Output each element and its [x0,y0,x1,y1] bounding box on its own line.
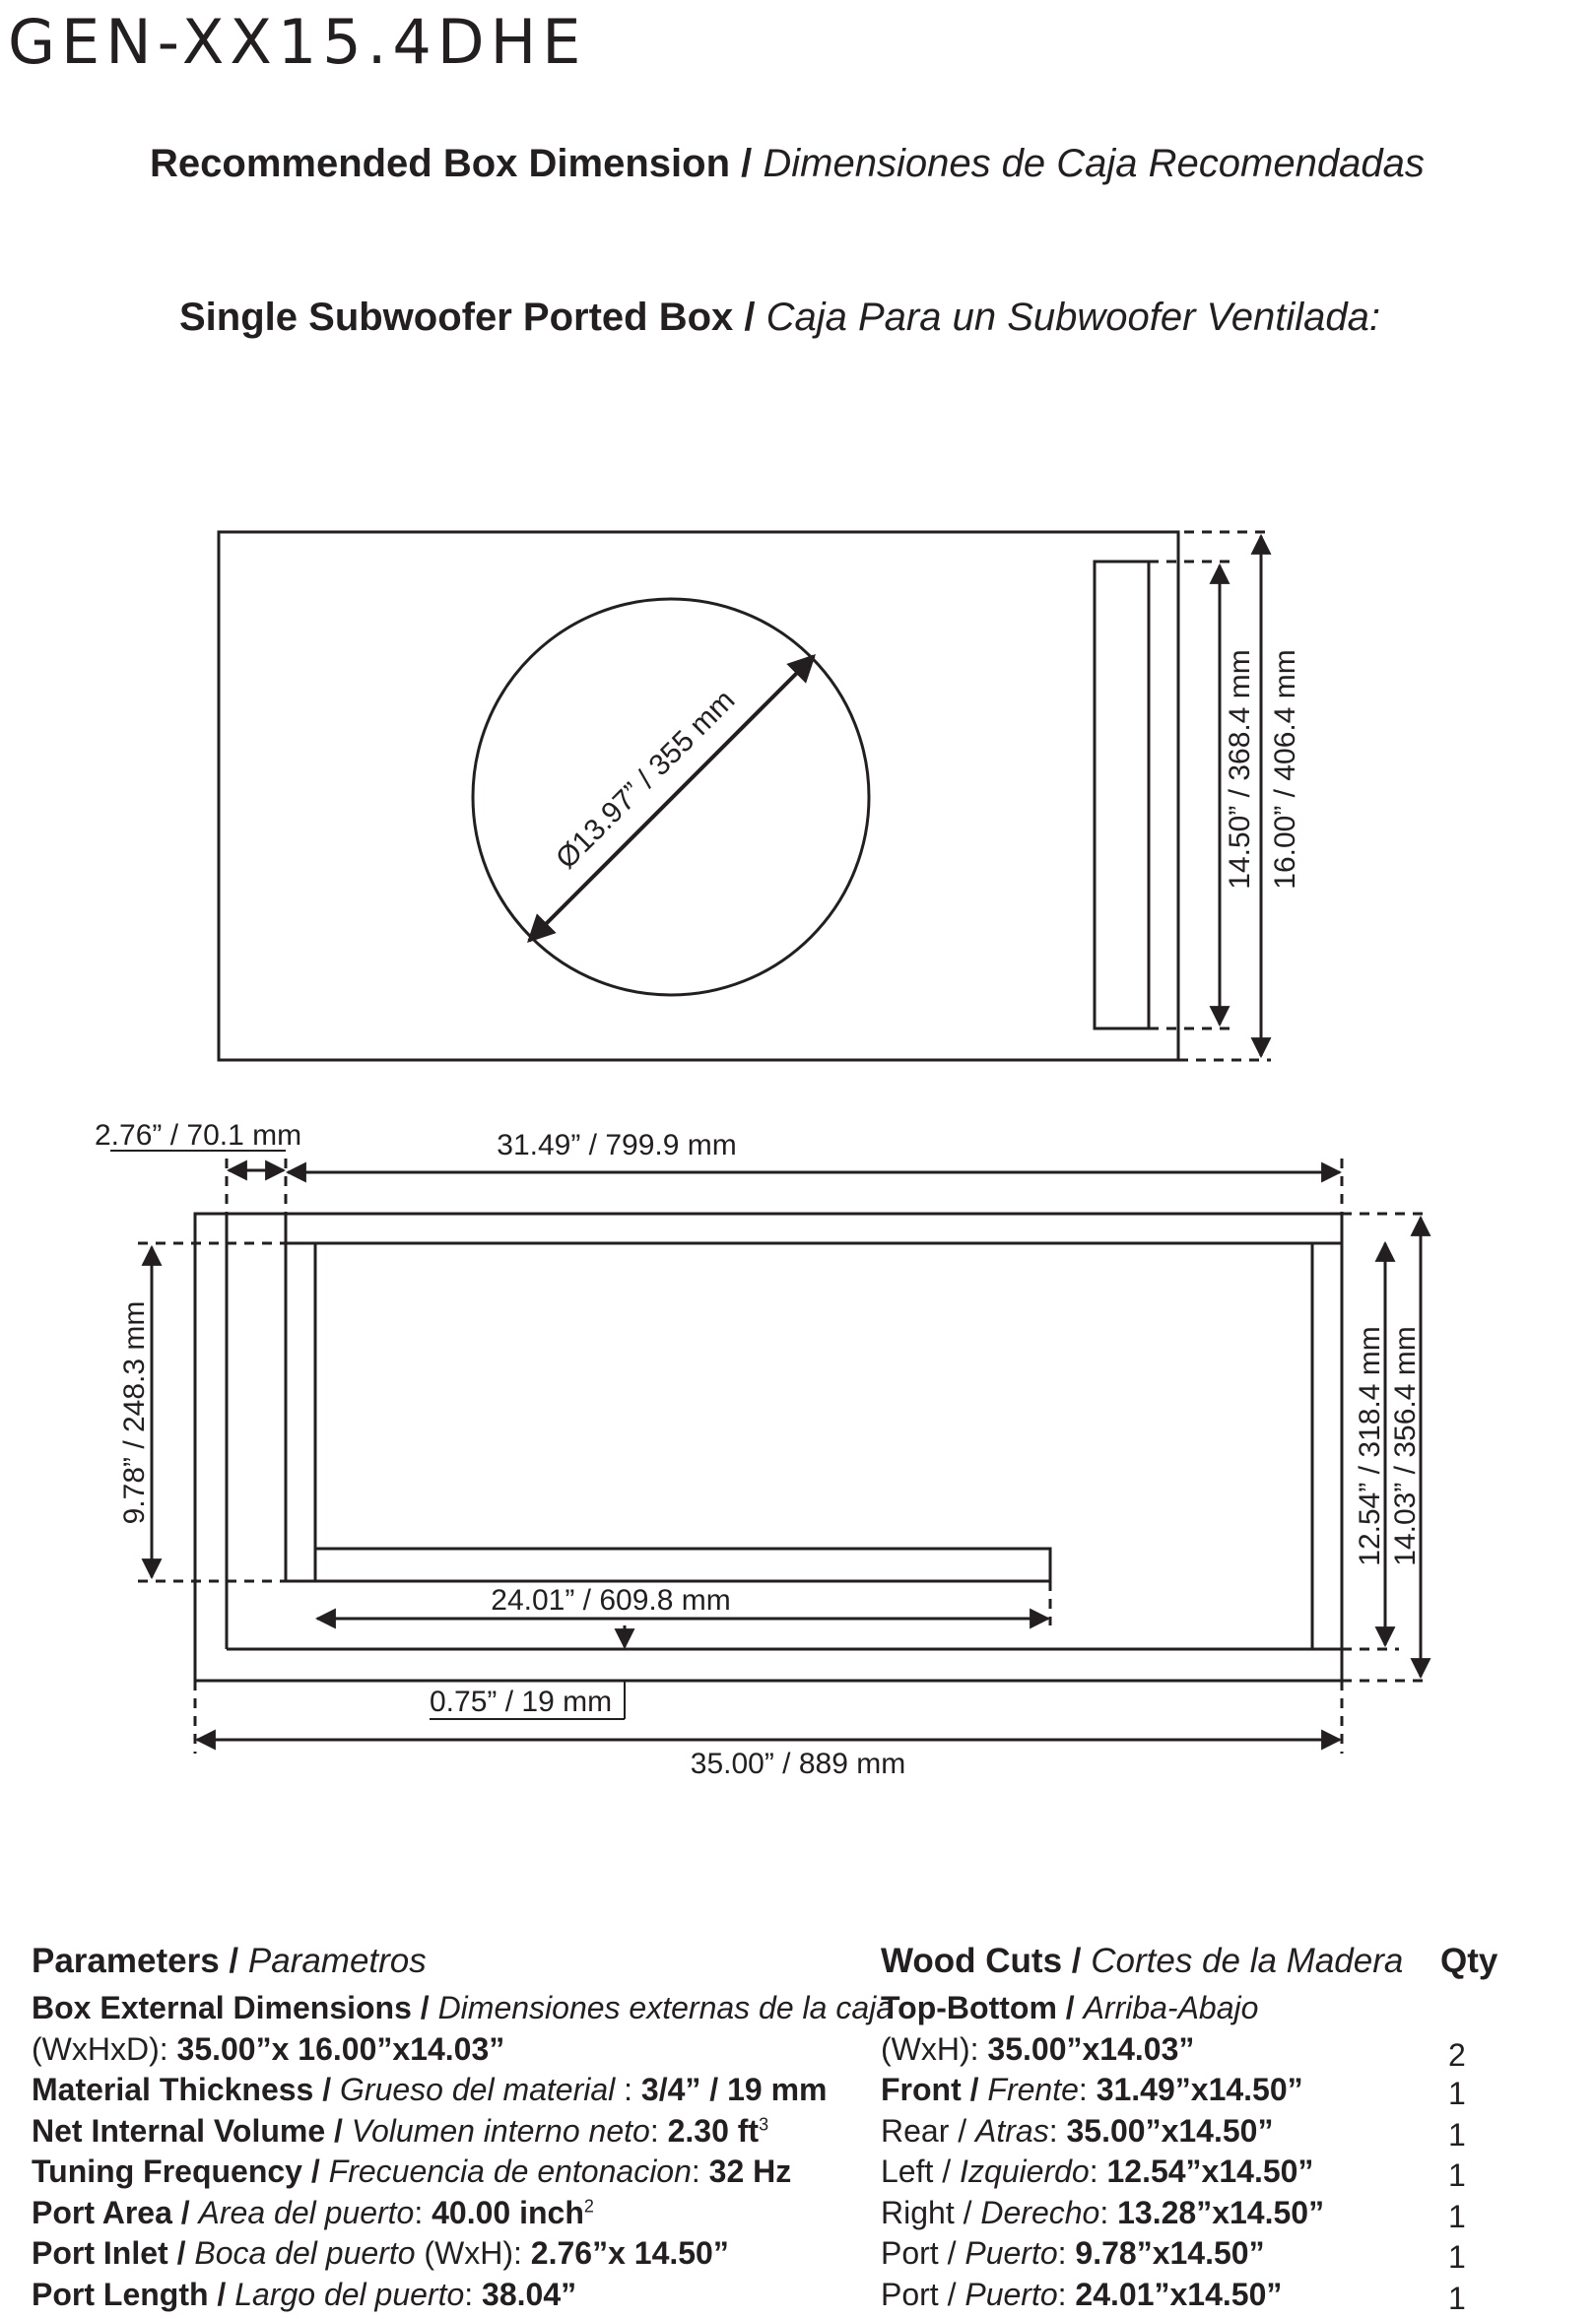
parameters-header-en: Parameters / [32,1942,238,1980]
parameters-header [32,1941,427,1982]
top-bottom-label [881,1988,1258,2029]
rear-cut-value: 35.00”x14.50” [1067,2113,1274,2149]
rear-cut-label-es: Atras [975,2113,1049,2149]
right-cut-value: 13.28”x14.50” [1117,2195,1324,2230]
table-row [32,2111,1499,2153]
tuning-label-en: Tuning Frequency / [32,2153,320,2189]
ext-dims-label [32,1988,894,2029]
top-bottom-label-es: Arriba-Abajo [1084,1990,1259,2025]
front-cut-row: Front / Frente: 31.49”x14.50” [881,2070,1303,2111]
left-cut-label-es: Izquierdo [960,2153,1090,2189]
port-width-label: 2.76” / 70.1 mm [95,1119,301,1152]
front-cut-label-en: Front / [881,2072,979,2107]
top-bottom-number: 35.00”x14.03” [987,2031,1194,2067]
port-length-label-en: Port Length / [32,2277,226,2312]
ext-dims-label-en: Box External Dimensions / [32,1990,430,2025]
port-cut-1-row: Port / Puerto: 9.78”x14.50” [881,2233,1265,2275]
port-depth-label: 9.78” / 248.3 mm [118,1301,151,1525]
port-cut-2-qty: 1 [1448,2279,1466,2319]
port-cut-1-label-en: Port / [881,2235,956,2271]
material-sep: : [615,2072,641,2107]
table-header-row [32,1941,1499,1988]
ext-dims-value [32,2029,504,2071]
port-area-value: 40.00 inch [432,2195,584,2230]
front-cut-qty: 1 [1448,2074,1466,2115]
left-cut-value: 12.54”x14.50” [1106,2153,1313,2189]
recommended-heading-en: Recommended Box Dimension / [150,142,752,185]
volume-row: Net Internal Volume / Volumen interno neto: 2.30 $ft^3$ [32,2111,768,2153]
rear-cut-qty: 1 [1448,2115,1466,2156]
table-row [32,1988,1499,2029]
front-cut-label-es: Frente [987,2072,1078,2107]
right-cut-row: Right / Derecho: 13.28”x14.50” [881,2193,1324,2234]
recommended-heading-es: Dimensiones de Caja Recomendadas [763,142,1424,185]
front-panel [219,532,1178,1060]
port-wall [286,1243,315,1581]
cutout-diameter-label: Ø13.97” / 355 mm [550,684,741,875]
port-cut-1-label-es: Puerto [964,2235,1057,2271]
port-divider [315,1549,1050,1581]
port-length-label-es: Largo del puerto [234,2277,464,2312]
total-depth-label: 14.03” / 356.4 mm [1389,1326,1422,1565]
model-title: GEN-XX15.4DHE [8,12,586,73]
box-height-label: 16.00” / 406.4 mm [1269,649,1301,889]
material-row [32,2070,827,2111]
front-width-label: 31.49” / 799.9 mm [497,1129,736,1161]
volume-label-en: Net Internal Volume / [32,2113,343,2149]
material-label: 0.75” / 19 mm [430,1686,612,1718]
top-bottom-label-en: Top-Bottom / [881,1990,1075,2025]
table-row [32,2193,1499,2234]
diameter-arrow [529,656,814,941]
right-cut-qty: 1 [1448,2197,1466,2238]
volume-value: 2.30 ft [668,2113,759,2149]
box-type-heading-es: Caja Para un Subwoofer Ventilada: [766,296,1380,339]
specs-table [32,1941,1499,2315]
port-area-label-en: Port Area / [32,2195,190,2230]
parameters-header-es: Parametros [248,1942,427,1980]
table-row [32,2233,1499,2275]
port-area-label-es: Area del puerto [199,2195,415,2230]
tuning-value: 32 Hz [709,2153,792,2189]
table-row [32,2070,1499,2111]
qty-header: Qty [1440,1941,1497,1982]
ext-dims-number: 35.00”x 16.00”x14.03” [177,2031,505,2067]
port-length-label: 24.01” / 609.8 mm [491,1584,730,1617]
right-cut-label-en: Right / [881,2195,971,2230]
front-cut-value: 31.49”x14.50” [1097,2072,1303,2107]
port-cut-2-label-en: Port / [881,2277,956,2312]
rear-cut-row: Rear / Atras: 35.00”x14.50” [881,2111,1273,2153]
wood-cuts-header-es: Cortes de la Madera [1091,1942,1403,1980]
port-inlet-label-es: Boca del puerto [194,2235,415,2271]
port-cut-1-value: 9.78”x14.50” [1075,2235,1264,2271]
port-inlet-value: 2.76”x 14.50” [531,2235,729,2271]
left-cut-row: Left / Izquierdo: 12.54”x14.50” [881,2152,1313,2193]
rear-cut-label-en: Rear / [881,2113,966,2149]
top-bottom-value [881,2029,1194,2071]
top-bottom-qty: 2 [1448,2035,1466,2077]
ext-dims-prefix: (WxHxD): [32,2031,177,2067]
volume-label-es: Volumen interno neto [352,2113,650,2149]
ext-dims-label-es: Dimensiones externas de la caja [438,1990,894,2025]
material-label-en: Material Thickness / [32,2072,331,2107]
port-length-value: 38.04” [482,2277,576,2312]
port-area-row: Port Area / Area del puerto: 40.00 inch$^2$ [32,2193,594,2234]
port-cut-2-label-es: Puerto [964,2277,1057,2312]
port-inlet-row: Port Inlet / Boca del puerto (WxH): 2.76”x 14.50” [32,2233,729,2275]
port-area-unit-sup: 2 [584,2196,594,2216]
top-outer-box [195,1214,1342,1681]
port-height-label: 14.50” / 368.4 mm [1224,649,1256,889]
tuning-label-es: Frecuencia de entonacion [329,2153,692,2189]
port-cut-2-row: Port / Puerto: 24.01”x14.50” [881,2275,1282,2316]
material-value: 3/4” / 19 mm [641,2072,828,2107]
material-label-es: Grueso del material [340,2072,615,2107]
total-width-label: 35.00” / 889 mm [691,1748,905,1780]
side-depth-label: 12.54” / 318.4 mm [1354,1326,1386,1565]
port-cut-2-value: 24.01”x14.50” [1075,2277,1282,2312]
table-row [32,2275,1499,2316]
left-cut-qty: 1 [1448,2155,1466,2197]
port-length-row: Port Length / Largo del puerto: 38.04” [32,2275,576,2316]
table-row [32,2152,1499,2193]
wood-cuts-header-en: Wood Cuts / [881,1942,1082,1980]
table-row [32,2029,1499,2071]
port-cut-1-qty: 1 [1448,2237,1466,2279]
port-inlet-label-en: Port Inlet / [32,2235,185,2271]
tuning-row: Tuning Frequency / Frecuencia de entonacion: 32 Hz [32,2152,791,2193]
box-type-heading-en: Single Subwoofer Ported Box / [179,296,756,339]
wood-cuts-header [881,1941,1403,1982]
right-cut-label-es: Derecho [980,2195,1099,2230]
port-opening [1095,562,1149,1028]
top-bottom-prefix: (WxH): [881,2031,987,2067]
volume-unit-sup: 3 [759,2114,768,2134]
left-cut-label-en: Left / [881,2153,951,2189]
port-inlet-wxh: (WxH) [416,2235,514,2271]
